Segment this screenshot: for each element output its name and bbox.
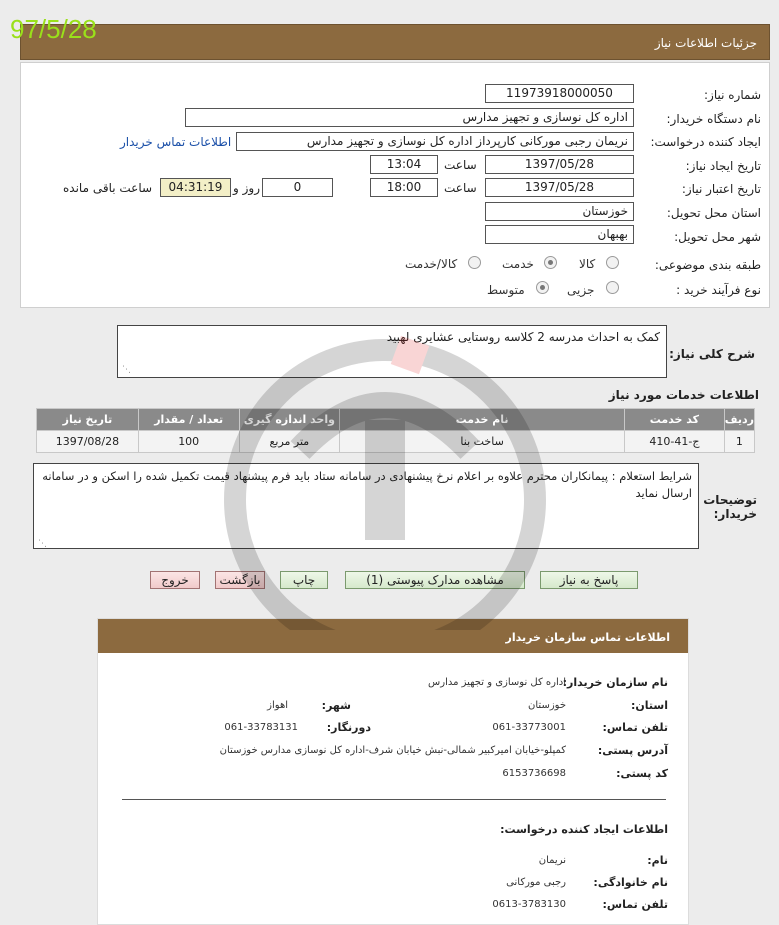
province-field[interactable]: خوزستان xyxy=(485,202,634,221)
phone-label: تلفن تماس: xyxy=(602,721,668,734)
contact-province-label: استان: xyxy=(631,699,668,712)
city-label: شهر محل تحویل: xyxy=(674,230,761,244)
cell-row: 1 xyxy=(724,431,754,453)
city-field[interactable]: بهبهان xyxy=(485,225,634,244)
created-date-field[interactable]: 1397/05/28 xyxy=(485,155,634,174)
postal-label: کد پستی: xyxy=(616,767,668,780)
attachments-button[interactable]: مشاهده مدارک پیوستی (1) xyxy=(345,571,525,589)
first-name-label: نام: xyxy=(647,854,668,867)
category-goods-radio[interactable] xyxy=(606,256,619,269)
col-row: ردیف xyxy=(724,409,754,431)
exit-button[interactable]: خروج xyxy=(150,571,200,589)
requester-field[interactable]: نریمان رجبی مورکانی کارپرداز اداره کل نوسازی و تجهیز مدارس xyxy=(236,132,634,151)
buyer-contact-card xyxy=(97,618,689,925)
process-medium-label: متوسط xyxy=(487,283,525,297)
address-label: آدرس پستی: xyxy=(597,744,668,757)
fax-label: دورنگار: xyxy=(326,721,371,734)
col-name: نام خدمت xyxy=(340,409,625,431)
buyer-org-field[interactable]: اداره کل نوسازی و تجهیز مدارس xyxy=(185,108,634,127)
contact-card-header xyxy=(98,619,688,653)
validity-time-field[interactable]: 18:00 xyxy=(370,178,438,197)
fax-value: 061-33783131 xyxy=(224,722,298,733)
table-row xyxy=(37,431,755,453)
validity-time-label: ساعت xyxy=(444,181,477,195)
creator-phone-value: 0613-3783130 xyxy=(492,899,566,910)
remaining-days-field[interactable]: 0 xyxy=(262,178,333,197)
col-code: کد خدمت xyxy=(625,409,725,431)
remaining-time-field: 04:31:19 xyxy=(160,178,231,197)
process-minor-label: جزیی xyxy=(567,283,595,297)
cell-unit: متر مربع xyxy=(239,431,340,453)
category-service-radio[interactable] xyxy=(544,256,557,269)
category-goods-label: کالا xyxy=(579,257,596,271)
resize-grip-icon[interactable]: ⋰ xyxy=(122,365,131,375)
category-service-label: خدمت xyxy=(502,257,534,271)
contact-city-value: اهواز xyxy=(267,700,288,711)
validity-date-field[interactable]: 1397/05/28 xyxy=(485,178,634,197)
cell-date: 1397/08/28 xyxy=(37,431,139,453)
reply-button[interactable]: پاسخ به نیاز xyxy=(540,571,638,589)
buyer-org-label: نام دستگاه خریدار: xyxy=(666,112,761,126)
need-number-field[interactable]: 11973918000050 xyxy=(485,84,634,103)
back-button[interactable]: بازگشت xyxy=(215,571,265,589)
description-box[interactable] xyxy=(117,325,667,378)
first-name-value: نریمان xyxy=(538,855,566,866)
category-goods-service-label: کالا/خدمت xyxy=(405,257,458,271)
created-time-label: ساعت xyxy=(444,158,477,172)
date-stamp: 97/5/28 xyxy=(10,14,97,44)
cell-qty: 100 xyxy=(138,431,239,453)
address-value: کمپلو-خیابان امیرکبیر شمالی-نبش خیابان شرف-اداره کل نوسازی مدارس خوزستان xyxy=(219,745,566,756)
remaining-label: ساعت باقی مانده xyxy=(63,181,153,195)
cell-name: ساخت بنا xyxy=(340,431,625,453)
postal-value: 6153736698 xyxy=(502,768,566,779)
description-label: شرح کلی نیاز: xyxy=(669,347,755,361)
process-medium-radio[interactable] xyxy=(536,281,549,294)
resize-grip-icon[interactable]: ⋰ xyxy=(38,539,47,549)
contact-province-value: خوزستان xyxy=(528,700,566,711)
category-label: طبقه بندی موضوعی: xyxy=(654,258,761,272)
creator-section-title: اطلاعات ایجاد کننده درخواست: xyxy=(500,823,668,836)
contact-card-title: اطلاعات تماس سازمان خریدار xyxy=(505,631,670,644)
divider xyxy=(122,799,666,800)
requester-label: ایجاد کننده درخواست: xyxy=(650,135,761,149)
process-minor-radio[interactable] xyxy=(606,281,619,294)
print-button[interactable]: چاپ xyxy=(280,571,328,589)
col-date: تاریخ نیاز xyxy=(37,409,139,431)
category-goods-service-radio[interactable] xyxy=(468,256,481,269)
buyer-notes-box[interactable] xyxy=(33,463,699,549)
buyer-notes-label: توضیحات خریدار: xyxy=(703,493,757,521)
last-name-label: نام خانوادگی: xyxy=(593,876,668,889)
phone-value: 061-33773001 xyxy=(492,722,566,733)
process-label: نوع فرآیند خرید : xyxy=(676,283,761,297)
col-unit: واحد اندازه گیری xyxy=(239,409,340,431)
validity-date-label: تاریخ اعتبار نیاز: xyxy=(681,182,761,196)
days-label: روز و xyxy=(233,181,260,195)
contact-city-label: شهر: xyxy=(321,699,351,712)
services-table xyxy=(36,408,755,453)
cell-code: ج-41-410 xyxy=(625,431,725,453)
buyer-contact-link[interactable]: اطلاعات تماس خریدار xyxy=(120,135,232,149)
page-title: جزئیات اطلاعات نیاز xyxy=(654,36,757,50)
creator-phone-label: تلفن تماس: xyxy=(602,898,668,911)
created-time-field[interactable]: 13:04 xyxy=(370,155,438,174)
services-title: اطلاعات خدمات مورد نیاز xyxy=(608,388,759,402)
province-label: استان محل تحویل: xyxy=(666,206,761,220)
description-text: کمک به احداث مدرسه 2 کلاسه روستایی عشایری لهبید xyxy=(386,330,660,344)
need-number-label: شماره نیاز: xyxy=(704,88,761,102)
page-header xyxy=(20,24,770,60)
org-value: اداره کل نوسازی و تجهیز مدارس xyxy=(428,677,566,688)
col-qty: تعداد / مقدار xyxy=(138,409,239,431)
buyer-notes-text: شرایط استعلام : پیمانکاران محترم علاوه بر اعلام نرخ پیشنهادی در سامانه ستاد باید فرم پیشنهاد قیمت تکمیل شده را اسکن و در سامانه ارسال نماید xyxy=(42,469,692,500)
last-name-value: رجبی مورکانی xyxy=(506,877,566,888)
created-date-label: تاریخ ایجاد نیاز: xyxy=(685,159,761,173)
org-label: نام سازمان خریدار: xyxy=(562,676,668,689)
